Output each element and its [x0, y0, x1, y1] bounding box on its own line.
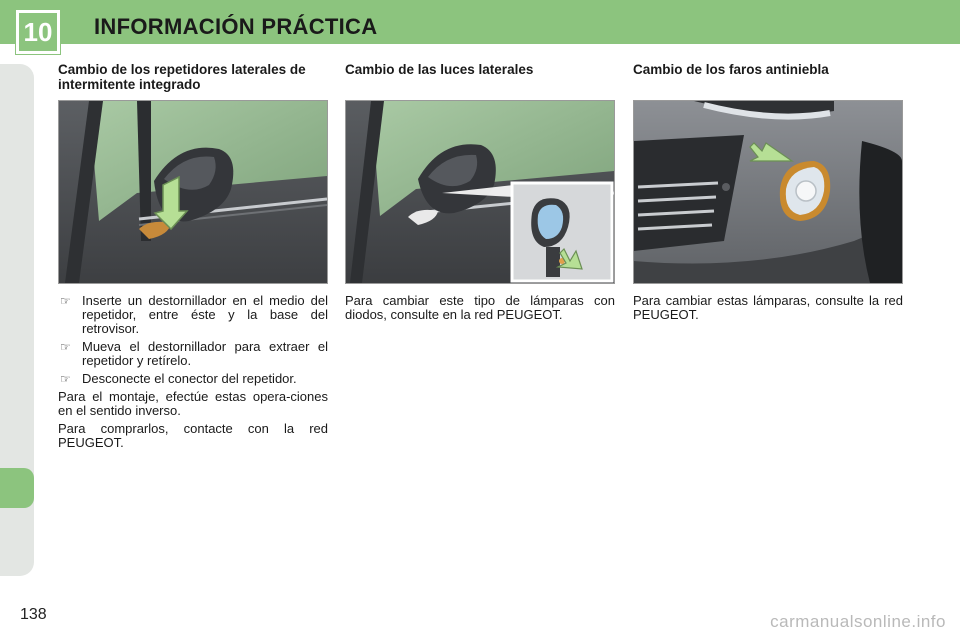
instruction-bullet: ☞ Mueva el destornillador para extraer el repetidor y retírelo.: [60, 339, 328, 368]
section-fog-lamps: [633, 62, 903, 326]
paragraph: Para el montaje, efectúe estas opera-ciones en el sentido inverso.: [58, 389, 328, 418]
section-heading: Cambio de las luces laterales: [345, 62, 534, 77]
page-number: 138: [20, 606, 47, 623]
hand-pointer-icon: ☞: [60, 340, 71, 354]
hand-pointer-icon: ☞: [60, 294, 71, 308]
section-side-repeaters: [58, 62, 328, 454]
hand-pointer-icon: ☞: [60, 372, 71, 386]
chapter-number: 10: [23, 16, 53, 47]
paragraph: Para cambiar estas lámparas, consulte la red PEUGEOT.: [633, 293, 903, 322]
page-title: INFORMACIÓN PRÁCTICA: [94, 14, 378, 39]
mirror-repeater-photo: [58, 100, 328, 284]
paragraph: Para cambiar este tipo de lámparas con diodos, consulte en la red PEUGEOT.: [345, 293, 615, 322]
instruction-bullet: ☞ Desconecte el conector del repetidor.: [60, 371, 297, 386]
section-heading: Cambio de los faros antiniebla: [633, 62, 829, 77]
section-heading: Cambio de los repetidores laterales de intermitente integrado: [58, 62, 306, 92]
fog-lamp-photo: [633, 100, 903, 284]
chapter-tab[interactable]: [0, 468, 34, 508]
paragraph: Para comprarlos, contacte con la red PEUGEOT.: [58, 421, 328, 450]
section-side-lights: [345, 62, 615, 326]
instruction-bullet: ☞ Inserte un destornillador en el medio del repetidor, entre éste y la base del retrovisor.: [60, 293, 328, 336]
watermark: carmanualsonline.info: [770, 612, 946, 631]
side-light-photo: [345, 100, 615, 284]
chapter-badge: [16, 10, 60, 54]
